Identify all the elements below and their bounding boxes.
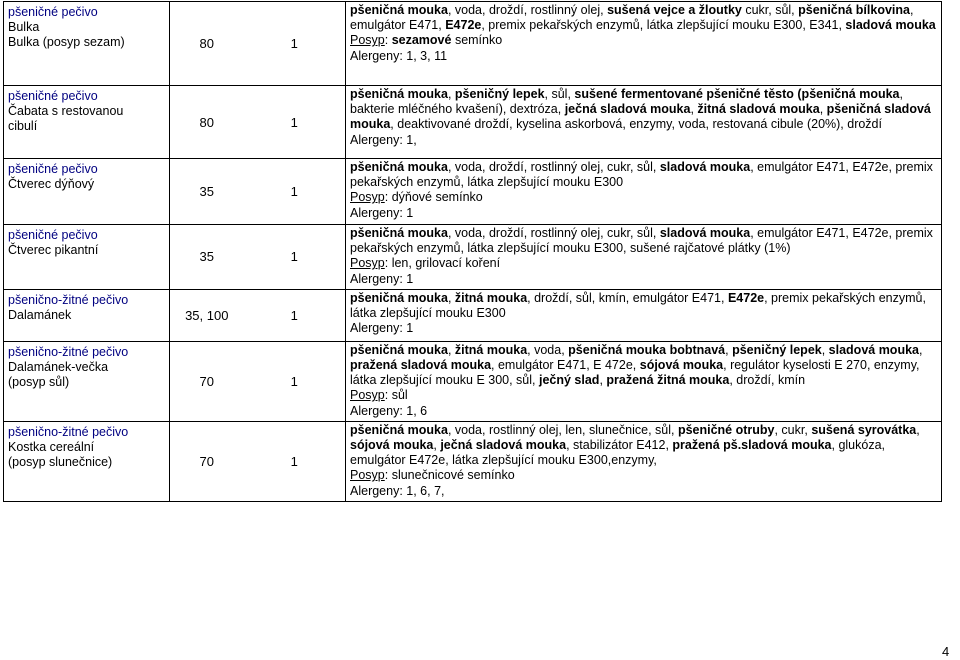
ingredient-text: , — [821, 342, 829, 357]
quantity-cell: 1 — [244, 289, 346, 341]
ingredient-text: , sůl, — [544, 87, 575, 101]
allergen-ingredient: sójová mouka — [350, 438, 434, 453]
ingredient-text: , emulgátor E471, E 472e, — [491, 358, 640, 373]
ingredients-cell — [346, 86, 942, 159]
ingredient-text: , — [919, 342, 923, 357]
weight-cell: 35, 100 — [170, 289, 244, 341]
product-name: Čtverec pikantní — [8, 243, 99, 257]
product-name: (posyp slunečnice) — [8, 454, 113, 469]
product-name-cell — [4, 289, 170, 341]
posyp-label: Posyp — [350, 468, 385, 483]
ingredient-text: : sůl — [384, 388, 408, 403]
allergen-ingredient: pšeničná mouka — [350, 3, 448, 17]
allergen-ingredient: sezamové — [391, 33, 452, 48]
ingredient-text: : len, grilovací koření — [384, 256, 501, 271]
posyp-label: Posyp — [350, 33, 385, 48]
product-name-cell — [4, 2, 170, 86]
allergen-ingredient: sladová mouka — [828, 342, 919, 357]
ingredient-text: , — [447, 290, 455, 305]
product-name: (posyp sůl) — [8, 374, 70, 389]
ingredient-text: , droždí, kmín — [729, 373, 806, 388]
table-row — [4, 2, 942, 86]
ingredient-text: , voda, droždí, rostlinný olej, — [447, 3, 608, 17]
allergen-ingredient: žitná mouka — [454, 290, 528, 305]
allergen-ingredient: pražená žitná mouka — [606, 373, 730, 388]
ingredient-text: , emulgátor E471, — [350, 3, 914, 33]
ingredient-text: : dýňové semínko — [384, 190, 483, 205]
allergen-ingredient: pšeničné otruby — [677, 422, 775, 437]
quantity-cell: 1 — [244, 2, 346, 86]
weight-cell: 80 — [170, 2, 244, 86]
allergen-ingredient: pšeničná mouka — [350, 226, 448, 240]
ingredients-cell — [346, 225, 942, 290]
quantity-cell: 1 — [244, 159, 346, 225]
allergen-ingredient: žitná mouka — [454, 342, 528, 357]
product-category: pšenično-žitné pečivo — [8, 292, 129, 307]
product-category: pšenično-žitné pečivo — [8, 344, 129, 359]
ingredient-text: , premix pekařských enzymů, látka zlepšující mouku E300 — [350, 290, 926, 321]
ingredient-text: : slunečnicové semínko — [384, 468, 515, 483]
quantity-cell: 1 — [244, 225, 346, 290]
product-category: pšeničné pečivo — [8, 162, 98, 176]
product-category: pšeničné pečivo — [8, 228, 98, 242]
allergen-ingredient: ječná sladová mouka — [440, 438, 567, 453]
ingredient-text: cukr, sůl, — [741, 3, 799, 17]
table-row — [4, 159, 942, 225]
product-name-cell — [4, 341, 170, 421]
allergen-ingredient: sladová mouka — [845, 18, 936, 33]
ingredient-text: Alergeny: 1 — [350, 271, 414, 286]
ingredient-text: , regulátor kyselosti E 270, enzymy, látka zlepšující mouku E 300, sůl, — [350, 358, 920, 388]
weight-cell: 70 — [170, 341, 244, 421]
product-name: Bulka — [8, 20, 40, 34]
product-name: Čtverec dýňový — [8, 177, 95, 191]
allergen-ingredient: pšeničná sladová mouka — [350, 102, 931, 132]
allergen-ingredient: pšeničná mouka — [350, 160, 448, 174]
ingredient-text: , voda, droždí, rostlinný olej, cukr, sůl, — [447, 226, 660, 240]
product-name-cell — [4, 421, 170, 501]
table-row — [4, 86, 942, 159]
ingredient-text: , glukóza, emulgátor E472e, látka zlepšující mouku E300,enzymy, — [350, 438, 886, 468]
ingredient-text: Alergeny: 1, 3, 11 — [350, 48, 448, 63]
ingredient-text: , emulgátor E471, E472e, premix pekařských enzymů, látka zlepšující mouku E300 — [350, 160, 933, 190]
allergen-ingredient: pražená pš.sladová mouka — [672, 438, 832, 453]
table-row — [4, 289, 942, 341]
ingredient-text: , — [447, 87, 455, 101]
product-category: pšeničné pečivo — [8, 5, 98, 19]
product-name-cell — [4, 159, 170, 225]
ingredient-text: , — [599, 373, 607, 388]
page-number: 4 — [942, 644, 950, 659]
allergen-ingredient: pšeničná mouka — [350, 87, 448, 101]
ingredient-text: Alergeny: 1 — [350, 205, 414, 220]
allergen-ingredient: pražená sladová mouka — [350, 358, 492, 373]
ingredient-text: , — [819, 102, 827, 117]
ingredient-text: , emulgátor E471, E472e, premix pekařských enzymů, látka zlepšující mouku E300, sušené rajčatové plátky (1%) — [350, 226, 933, 256]
weight-cell: 35 — [170, 225, 244, 290]
ingredient-text: , premix pekařských enzymů, látka zlepšující mouku E300, E341, — [481, 18, 846, 33]
ingredients-cell — [346, 341, 942, 421]
product-name: Bulka (posyp sezam) — [8, 35, 125, 49]
ingredient-text: , cukr, — [774, 422, 812, 437]
product-name: Dalamánek — [8, 307, 72, 322]
allergen-ingredient: pšeničná mouka bobtnavá — [568, 342, 726, 357]
ingredient-text: , deaktivované droždí, kyselina askorbová, enzymy, voda, restovaná cibule (20%), droždí — [390, 117, 882, 132]
allergen-ingredient: pšeničný lepek — [454, 87, 545, 101]
table-row — [4, 341, 942, 421]
allergen-ingredient: sladová mouka — [659, 226, 751, 240]
allergen-ingredient: sušená syrovátka — [811, 422, 917, 437]
allergen-ingredient: pšeničná mouka — [350, 290, 448, 305]
ingredient-text: , voda, — [527, 342, 569, 357]
ingredient-text: , — [690, 102, 698, 117]
allergen-ingredient: žitná sladová mouka — [697, 102, 820, 117]
ingredient-text: Alergeny: 1, 6, 7, — [350, 483, 445, 498]
ingredients-cell — [346, 421, 942, 501]
ingredient-text: , stabilizátor E412, — [566, 438, 673, 453]
ingredients-cell — [346, 289, 942, 341]
allergen-ingredient: pšeničný lepek — [732, 342, 822, 357]
allergen-ingredient: ječná sladová mouka — [564, 102, 691, 117]
table-row — [4, 421, 942, 501]
allergen-ingredient: pšeničná bílkovina — [798, 3, 910, 17]
ingredient-text: , — [447, 342, 455, 357]
quantity-cell: 1 — [244, 341, 346, 421]
allergen-ingredient: ječný slad — [538, 373, 600, 388]
weight-cell: 35 — [170, 159, 244, 225]
ingredient-text: : — [384, 33, 392, 48]
product-name-cell — [4, 86, 170, 159]
allergen-ingredient: E472e — [445, 18, 482, 33]
allergen-table — [3, 1, 942, 502]
product-name: cibulí — [8, 119, 38, 133]
posyp-label: Posyp — [350, 388, 385, 403]
weight-cell: 70 — [170, 421, 244, 501]
weight-cell: 80 — [170, 86, 244, 159]
ingredient-text: Alergeny: 1 — [350, 321, 414, 336]
product-name-cell — [4, 225, 170, 290]
allergen-ingredient: pšeničná mouka — [350, 422, 448, 437]
allergen-ingredient: sušené fermentované pšeničné těsto (pšeničná mouka — [574, 87, 900, 101]
product-name: Kostka cereální — [8, 439, 95, 454]
table-row — [4, 225, 942, 290]
ingredient-text: , voda, rostlinný olej, len, slunečnice, sůl, — [447, 422, 678, 437]
ingredients-cell — [346, 2, 942, 86]
ingredients-cell — [346, 159, 942, 225]
ingredient-text: , bakterie mléčného kvašení), dextróza, — [350, 87, 903, 117]
ingredient-text: , — [725, 342, 733, 357]
product-name: Čabata s restovanou — [8, 104, 124, 118]
product-category: pšenično-žitné pečivo — [8, 424, 129, 439]
ingredient-text: , — [916, 422, 920, 437]
ingredient-text: , droždí, sůl, kmín, emulgátor E471, — [527, 290, 728, 305]
ingredient-text: , — [433, 438, 441, 453]
allergen-ingredient: E472e — [727, 290, 765, 305]
quantity-cell: 1 — [244, 86, 346, 159]
ingredient-text: semínko — [451, 33, 503, 48]
posyp-label: Posyp — [350, 256, 385, 271]
ingredient-text: , voda, droždí, rostlinný olej, cukr, sůl, — [447, 160, 660, 174]
quantity-cell: 1 — [244, 421, 346, 501]
allergen-ingredient: sušená vejce a žloutky — [607, 3, 742, 17]
allergen-ingredient: pšeničná mouka — [350, 342, 448, 357]
product-category: pšeničné pečivo — [8, 89, 98, 103]
allergen-ingredient: sladová mouka — [659, 160, 751, 174]
ingredient-text: Alergeny: 1, — [350, 132, 417, 147]
product-name: Dalamánek-večka — [8, 359, 109, 374]
posyp-label: Posyp — [350, 190, 385, 205]
allergen-ingredient: sójová mouka — [639, 358, 724, 373]
ingredient-text: Alergeny: 1, 6 — [350, 403, 428, 418]
